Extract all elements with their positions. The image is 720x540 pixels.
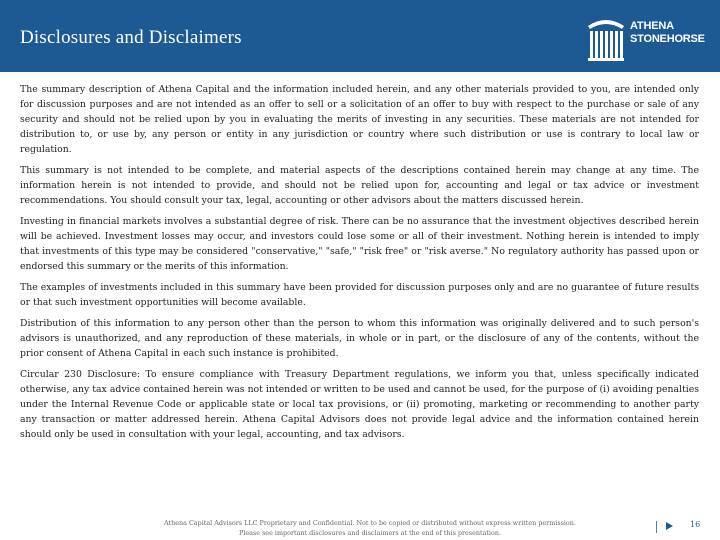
page-title: Disclosures and Disclaimers [20,27,242,48]
disclosure-paragraph-offer: The summary description of Athena Capital and the information included herein, and any other materials provided to you, are intended only for discussion purposes and are not intended as an offer to sell or a solicitation of an offer to buy with respect to the purchase or sale of any security and should not be relied upon by you in evaluating the merits of investing in any securities. These materials are not intended for distribution to, or use by, any person or entity in any jurisdiction or country where such distribution or use is contrary to local law or regulation. [20,84,699,155]
play-arrow-icon [666,522,673,530]
header-bar [0,0,720,72]
disclosure-paragraph-completeness: This summary is not intended to be complete, and material aspects of the descriptions contained herein may change at any time. The information herein is not intended to provide, and should not be relied upon for, accounting and legal or tax advice or investment recommendations. You should consult your tax, legal, accounting or other advisors about the matters discussed herein. [20,165,699,206]
page-number: 16 [690,520,701,529]
athena-stonehorse-logo [584,10,714,62]
disclosures-body [20,82,699,448]
logo-line-2: STONEHORSE [630,33,705,45]
logo-line-1: ATHENA [630,20,674,32]
athena-column-logo-icon [584,12,628,62]
footer-confidentiality-notice [100,518,640,538]
disclosure-paragraph-circular-230: Circular 230 Disclosure: To ensure compliance with Treasury Department regulations, we inform you that, unless specifically indicated otherwise, any tax advice contained herein was not intended or written to be used and cannot be used, for the purpose of (i) avoiding penalties under the Internal Revenue Code or applicable state or local tax provisions, or (ii) promoting, marketing or recommending to another party any transaction or matter addressed herein. Athena Capital Advisors does not provide legal advice and the information contained herein should only be used in consultation with your legal, accounting, and tax advisors. [20,369,699,440]
footer [0,516,720,540]
disclosure-paragraph-risk: Investing in financial markets involves a substantial degree of risk. There can be no assurance that the investment objectives described herein will be achieved. Investment losses may occur, and investors could lose some or all of their investment. Nothing herein is intended to imply that investments of this type may be considered "conservative," "safe," "risk free" or "risk averse." No regulatory authority has passed upon or endorsed this summary or the merits of this information. [20,216,699,272]
footer-line-2: Please see important disclosures and disclaimers at the end of this presentation. [239,529,501,537]
logo-wordmark [630,20,705,46]
disclosure-paragraph-distribution: Distribution of this information to any person other than the person to whom this information was originally delivered and to such person's advisors is unauthorized, and any reproduction of these materials, in whole or in part, or the disclosure of any of the contents, without the prior consent of Athena Capital in each such instance is prohibited. [20,318,699,359]
disclosure-paragraph-examples: The examples of investments included in this summary have been provided for discussion purposes only and are no guarantee of future results or that such investment opportunities will become available. [20,282,699,308]
footer-line-1: Athena Capital Advisors LLC Proprietary and Confidential. Not to be copied or distributed without express written permission. [164,519,576,527]
footer-divider [656,521,657,533]
